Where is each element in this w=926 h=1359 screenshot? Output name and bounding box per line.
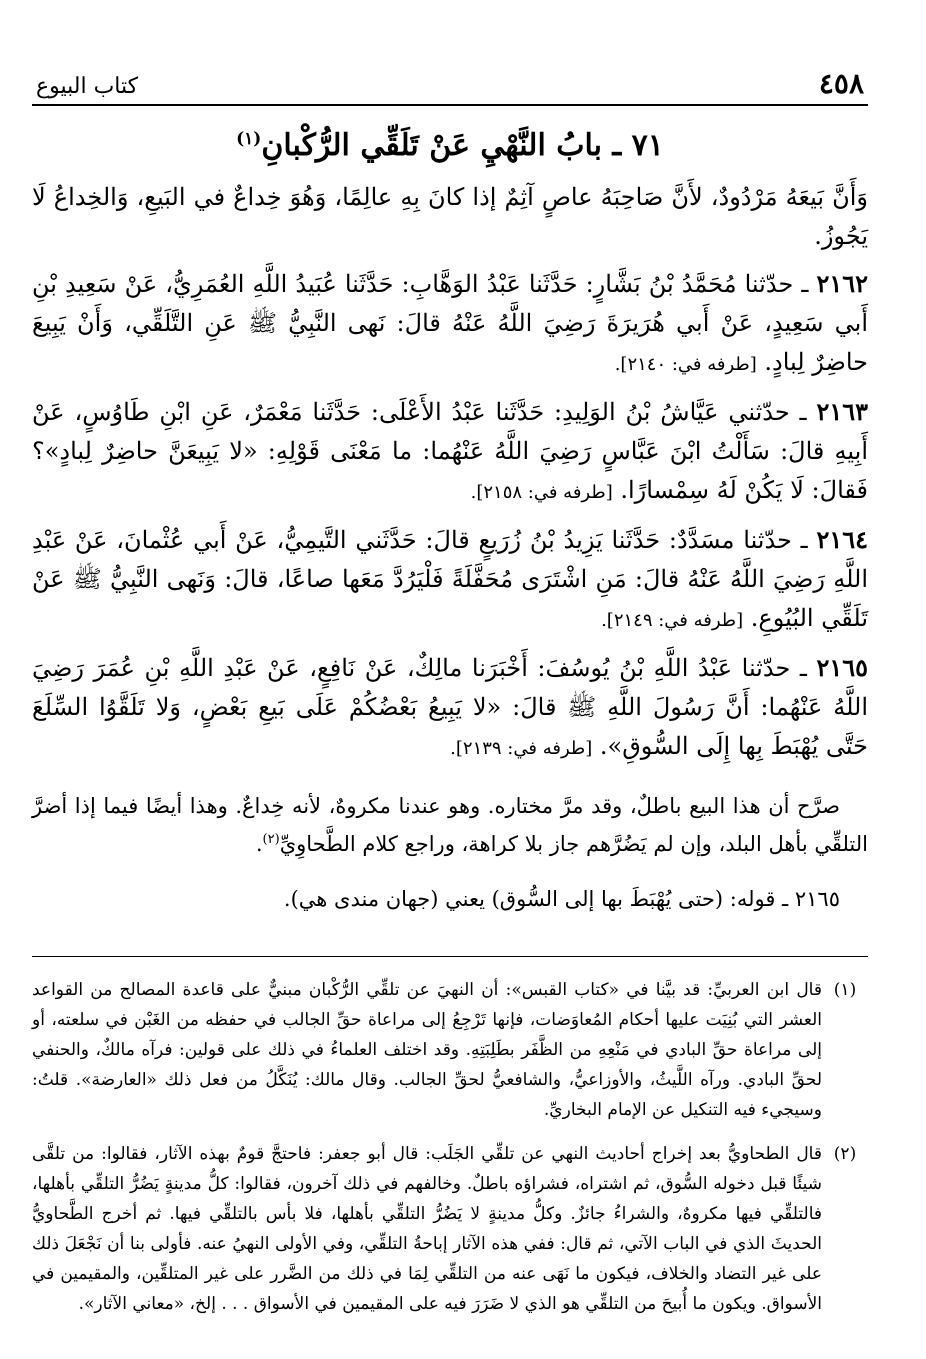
- footnote-1: [32, 975, 868, 1125]
- main-text: [32, 178, 868, 768]
- chapter-intro: وَأَنَّ بَيعَهُ مَرْدُودٌ، لأَنَّ صَاحِبَهُ عاصٍ آثِمٌ إذا كانَ بِهِ عالِمًا، وَهُوَ خِداعٌ في البَيعِ، وَالخِداعُ لَا يَجُوزُ.: [32, 183, 868, 250]
- chapter-title-text: ٧١ ـ بابُ النَّهْيِ عَنْ تَلَقِّي الرُّكْبانِ: [261, 128, 664, 163]
- running-header: [32, 58, 868, 106]
- hadith-2162: ٢١٦٢ ـ حدّثنا مُحَمَّدُ بْنُ بَشَّارٍ: حَدَّثَنا عَبْدُ الوَهَّابِ: حَدَّثَنا عُبَيدُ اللَّهِ العُمَرِيُّ، عَنْ سَعِيدِ بْنِ أَبي سَعِيدٍ، عَنْ أَبي هُرَيرَةَ رَضِيَ اللَّهُ عَنْهُ قالَ: نَهى النَّبِيُّ ﷺ عَنِ التَّلَقِّي، وَأَنْ يَبِيعَ حاضِرٌ لِبادٍ. [طرفه في: ٢١٤٠].: [32, 269, 868, 376]
- hadith-2163: ٢١٦٣ ـ حدّثني عَيَّاشُ بْنُ الوَلِيدِ: حَدَّثَنا عَبْدُ الأَعْلَى: حَدَّثَنا مَعْمَرٌ، عَنِ ابْنِ طَاوُسٍ، عَنْ أَبِيهِ قالَ: سَأَلْتُ ابْنَ عَبَّاسٍ رَضِيَ اللَّهُ عَنْهُما: ما مَعْنَى قَوْلِهِ: «لا يَبِيعَنَّ حاضِرٌ لِبادٍ»؟ فَقالَ: لَا يَكُنْ لَهُ سِمْسارًا. [طرفه في: ٢١٥٨].: [32, 397, 868, 504]
- footnotes: [32, 975, 868, 1319]
- commentary-paragraph: صرَّح أن هذا البيع باطلٌ، وقد مرَّ مختاره. وهو عندنا مكروهٌ، لأنه خِداعٌ. وهذا أيضًا فيما إذا أضرَّ التلقِّي بأهل البلد، وإن لم يَضُرَّهم جاز بلا كراهة، وراجع كلام الطَّحاوِيِّ$^{(٢)}$.: [32, 794, 868, 856]
- hadith-2165: ٢١٦٥ ـ حدّثنا عَبْدُ اللَّهِ بْنُ يُوسُفَ: أَخْبَرَنا مالِكٌ، عَنْ نَافِعٍ، عَنْ عَبْدِ اللَّهِ بْنِ عُمَرَ رَضِيَ اللَّهُ عَنْهُما: أَنَّ رَسُولَ اللَّهِ ﷺ قالَ: «لا يَبِيعُ بَعْضُكُمْ عَلَى بَيعِ بَعْضٍ، وَلا تَلَقَّوُا السِّلَعَ حَتَّى يُهْبَطَ بِها إِلَى السُّوقِ». [طرفه في: ٢١٣٩].: [32, 653, 868, 760]
- chapter-footnote-marker: (١): [236, 129, 262, 149]
- chapter-title: [32, 128, 868, 164]
- hadith-cross-reference: [طرفه في: ٢١٤٠].: [614, 354, 757, 375]
- hadith-number: ٢١٦٢: [816, 269, 868, 298]
- hadith-number: ٢١٦٥: [816, 653, 868, 682]
- book-title: كتاب البيوع: [36, 74, 139, 99]
- footnote-text: قال الطحاويُّ بعد إخراج أحاديث النهي عن تلقِّي الجَلَب: قال أبو جعفر: فاحتجَّ قومٌ بهذه الآثار، فقالوا: من تلقَّى شيئًا قبل دخوله السُّوق، ثم اشتراه، فشراؤه باطلٌ. وخالفهم في ذلك آخرون، فقالوا: كلُّ مدينةٍ يَضُرُّ التلقِّي بأهلها، فالتلقِّي فيها مكروهٌ، والشراءُ جائزٌ. وكلُّ مدينةٍ لا يَضُرُّ التلقِّي بأهلها، فلا بأس بالتلقِّي فيها. ثم أخرج الطَّحاويُّ الحديثَ الذي في الباب الآتي، ثم قال: ففي هذه الآثار إباحةُ التلقِّي، وفي الأولى النهيُ عنه. فأولى بنا أن نَجْعَلَ ذلك على غير التضاد والخلاف، فيكون ما نَهَى عنه من التلقِّي لِمَا في ذلك من الضَّرر على غير المتلقِّين، والمقيمين في الأسواق. ويكون ما أُبيحَ من التلقِّي هو الذي لا ضَرَرَ فيه على المقيمين في الأسواق . . . إلخ، «معاني الآثار».: [32, 1144, 822, 1314]
- page-number: ٤٥٨: [818, 67, 864, 100]
- hadith-2164: ٢١٦٤ ـ حدّثنا مسَدَّدٌ: حَدَّثَنا يَزِيدُ بْنُ زُرَيعٍ قالَ: حَدَّثَني التَّيمِيُّ، عَنْ أَبي عُثْمانَ، عَنْ عَبْدِ اللَّهِ رَضِيَ اللَّهُ عَنْهُ قالَ: مَنِ اشْتَرَى مُحَفَّلَةً فَلْيَرُدَّ مَعَها صاعًا، قالَ: وَنَهى النَّبِيُّ ﷺ عَنْ تَلَقِّي البُيُوعِ. [طرفه في: ٢١٤٩].: [32, 525, 868, 632]
- footnote-2: [32, 1139, 868, 1319]
- commentary-text: صرَّح أن هذا البيع باطلٌ، وقد مرَّ مختاره. وهو عندنا مكروهٌ، لأنه خِداعٌ. وهذا أيضًا فيما إذا أضرَّ التلقِّي بأهل البلد، وإن لم يَضُرَّهم جاز بلا كراهة، وراجع كلام الطَّحاوِيِّ: [32, 794, 868, 856]
- footnote-number: (١): [833, 980, 857, 1000]
- hadith-number: ٢١٦٣: [816, 397, 868, 426]
- hadith-cross-reference: [طرفه في: ٢١٥٨].: [470, 482, 613, 503]
- footnote-text: قال ابن العربيِّ: قد بيَّنا في «كتاب القبس»: أن النهيَ عن تلقِّي الرُّكْبان مبنيٌّ على قاعدة المصالح من القواعد العشر التي بُنِيَت عليها أحكام المُعاوَضات، فإنها تَرْجِعُ إلى مراعاة حقِّ الجالب في حفظه من الغَبْن في سلعته، أو إلى مراعاة حقِّ البادي في مَنْعِهِ من الظَّفَر بطَلِبَتِهِ. وقد اختلف العلماءُ في ذلك على قولين: فرآه مالكٌ، والحنفي لحقِّ البادي. ورآه اللَّيثُ، والأوزاعيُّ، والشافعيُّ لحقِّ الجالب. وقال مالك: يُنَكَّلُ من فعل ذلك «العارضة». قلتُ: وسيجيء فيه التنكيل عن الإمام البخاريِّ.: [32, 980, 822, 1120]
- hadith-text: حدّثنا مسَدَّدٌ: حَدَّثَنا يَزِيدُ بْنُ زُرَيعٍ قالَ: حَدَّثَني التَّيمِيُّ، عَنْ أَبي عُثْمانَ، عَنْ عَبْدِ اللَّهِ رَضِيَ اللَّهُ عَنْهُ قالَ: مَنِ اشْتَرَى مُحَفَّلَةً فَلْيَرُدَّ مَعَها صاعًا، قالَ: وَنَهى النَّبِيُّ ﷺ عَنْ تَلَقِّي البُيُوعِ.: [32, 526, 868, 632]
- footnote-marker: (٢): [262, 832, 280, 847]
- commentary-paragraph-2165: ٢١٦٥ ـ قوله: (حتى يُهْبَطَ بها إلى السُّوق) يعني (جهان مندى هي).: [283, 887, 840, 911]
- hadith-cross-reference: [طرفه في: ٢١٣٩].: [450, 738, 593, 759]
- hadith-text: حدّثنا عَبْدُ اللَّهِ بْنُ يُوسُفَ: أَخْبَرَنا مالِكٌ، عَنْ نَافِعٍ، عَنْ عَبْدِ اللَّهِ بْنِ عُمَرَ رَضِيَ اللَّهُ عَنْهُما: أَنَّ رَسُولَ اللَّهِ ﷺ قالَ: «لا يَبِيعُ بَعْضُكُمْ عَلَى بَيعِ بَعْضٍ، وَلا تَلَقَّوُا السِّلَعَ حَتَّى يُهْبَطَ بِها إِلَى السُّوقِ».: [32, 654, 868, 760]
- hadith-text: حدّثنا مُحَمَّدُ بْنُ بَشَّارٍ: حَدَّثَنا عَبْدُ الوَهَّابِ: حَدَّثَنا عُبَيدُ اللَّهِ العُمَرِيُّ، عَنْ سَعِيدِ بْنِ أَبي سَعِيدٍ، عَنْ أَبي هُرَيرَةَ رَضِيَ اللَّهُ عَنْهُ قالَ: نَهى النَّبِيُّ ﷺ عَنِ التَّلَقِّي، وَأَنْ يَبِيعَ حاضِرٌ لِبادٍ.: [32, 270, 868, 376]
- hadith-cross-reference: [طرفه في: ٢١٤٩].: [601, 610, 744, 631]
- commentary: [32, 789, 868, 916]
- hadith-text: حدّثني عَيَّاشُ بْنُ الوَلِيدِ: حَدَّثَنا عَبْدُ الأَعْلَى: حَدَّثَنا مَعْمَرٌ، عَنِ ابْنِ طَاوُسٍ، عَنْ أَبِيهِ قالَ: سَأَلْتُ ابْنَ عَبَّاسٍ رَضِيَ اللَّهُ عَنْهُما: ما مَعْنَى قَوْلِهِ: «لا يَبِيعَنَّ حاضِرٌ لِبادٍ»؟ فَقالَ: لَا يَكُنْ لَهُ سِمْسارًا.: [32, 398, 868, 504]
- hadith-number: ٢١٦٤: [816, 525, 868, 554]
- footnote-separator: [32, 956, 868, 957]
- footnote-number: (٢): [833, 1144, 857, 1164]
